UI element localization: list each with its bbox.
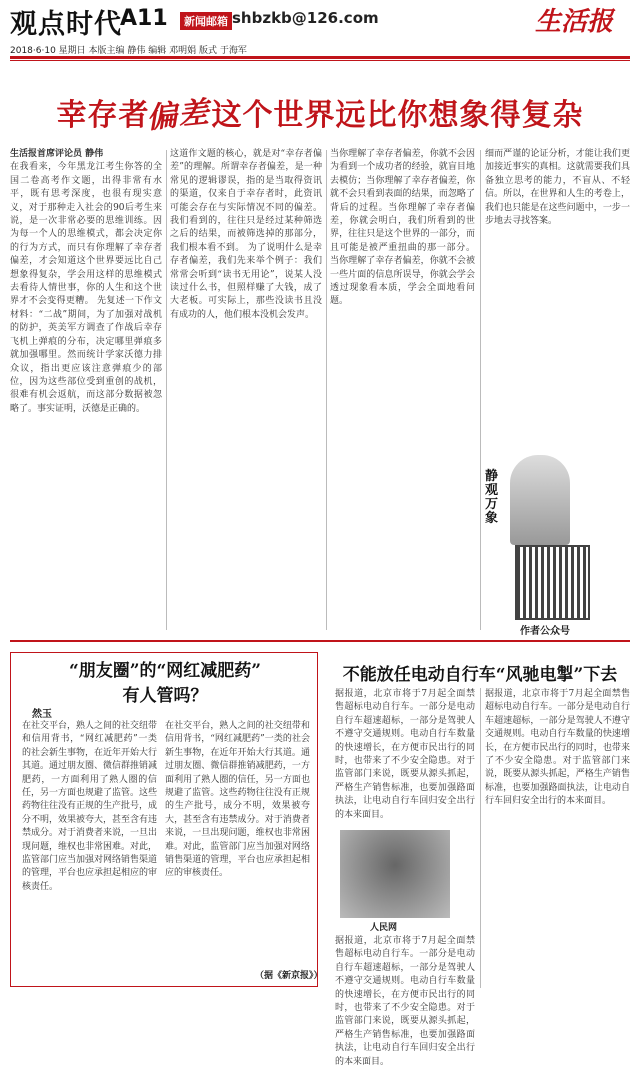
headline-warped-word: 偏差	[145, 94, 215, 137]
masthead-rule-thin	[10, 60, 630, 61]
section-divider	[10, 640, 630, 642]
headline-part-b: 这个世界远比你想象得复杂	[211, 98, 584, 133]
qr-caption: 作者公众号	[520, 626, 570, 637]
section-title: 观点时代	[10, 9, 122, 40]
article-column-2	[170, 148, 322, 633]
right-article-text-col2: 据报道，北京市将于7月起全面禁售超标电动自行车。一部分是电动自行车超速超标，一部分是驾驶人不遵守交通规则。电动自行车数量的快速增长，在方便市民出行的同时，也带来了不少安全隐患。对于监管部门来说，既要从源头抓起，严格生产销售标准，也要加强路面执法，让电动自行车回归安全出行的本来面目。	[485, 689, 630, 807]
article-illustration	[340, 830, 450, 918]
left-article-text-col2: 在社交平台，熟人之间的社交纽带和信用背书，“网红减肥药”一类的社会新生事物，在近年开始大行其道。通过朋友圈、微信群推销减肥药，一方面利用了熟人圈的信任，另一方面也规避了监管。这些药物往往没有正规的生产批号，成分不明，效果被夸大，甚至含有违禁成分。对于消费者来说，一旦出现问题，维权也非常困难。对此，监管部门应当加强对网络销售渠道的管理，平台也应承担起相应的审核责任。	[165, 721, 310, 879]
masthead-rule	[10, 56, 630, 59]
author-photo	[510, 455, 570, 545]
article-column-3	[330, 148, 475, 633]
byline: 生活报首席评论员 静伟	[10, 149, 104, 159]
left-article-text-col1: 在社交平台，熟人之间的社交纽带和信用背书，“网红减肥药”一类的社会新生事物，在近年开始大行其道。通过朋友圈、微信群推销减肥药，一方面利用了熟人圈的信任，另一方面也规避了监管。这些药物往往没有正规的生产批号，成分不明，效果被夸大，甚至含有违禁成分。对于消费者来说，一旦出现问题，维权也非常困难。对此，监管部门应当加强对网络销售渠道的管理，平台也应承担起相应的审核责任。	[22, 721, 158, 892]
article-column-1	[10, 148, 162, 633]
column-text-3: 当你理解了幸存者偏差，你就不会因为看到一个成功者的经验，就盲目地去模仿；当你理解了幸存者偏差，你就不会只看到表面的结果，而忽略了背后的过程。当你理解了幸存者偏差，你就会明白，我们所看到的世界，往往只是这个世界的一部分，而且可能是被严重扭曲的那一部分。 当你理解了幸存者偏差，你就不会被一些片面的信息所误导，你就会学会透过现象看本质，学会全面地看问题。	[330, 149, 475, 307]
headline-part-a: 幸存者	[56, 98, 150, 133]
dateline: 2018·6·10 星期日 本版主编 静伟 编辑 邓明娟 版式 于海军	[10, 46, 247, 56]
column-divider	[480, 688, 481, 988]
left-article-title: “朋友圈”的“网红减肥药” 有人管吗？	[68, 661, 262, 706]
right-article-text-col1: 据报道，北京市将于7月起全面禁售超标电动自行车。一部分是电动自行车超速超标，一部分是驾驶人不遵守交通规则。电动自行车数量的快速增长，在方便市民出行的同时，也带来了不少安全隐患。对于监管部门来说，既要从源头抓起，严格生产销售标准，也要加强路面执法，让电动自行车回归安全出行的本来面目。	[335, 689, 475, 820]
left-article-source: （据《新京报》）	[255, 971, 323, 981]
newspaper-logo: 生活报	[535, 7, 614, 37]
column-name-vertical: 静 观 万 象	[485, 469, 499, 526]
qr-code-image[interactable]	[515, 545, 590, 620]
main-headline	[20, 90, 620, 137]
email-tag: 新闻邮箱	[180, 12, 232, 30]
column-divider	[326, 150, 327, 630]
column-text-2: 这道作文题的核心，就是对“幸存者偏差”的理解。所谓幸存者偏差，是一种常见的逻辑谬误，指的是当取得资讯的渠道，仅来自于幸存者时，此资讯可能会存在与实际情况不同的偏差。我们看到的，往往只是经过某种筛选之后的结果，而被筛选掉的那部分，我们根本看不到。 为了说明什么是幸存者偏差，我们先来举个例子：我们常常会听到“读书无用论”，说某人没读过什么书，但照样赚了大钱，成了大老板。可实际上，那些没读书且没有成功的人，他们根本没机会发声。	[170, 149, 322, 320]
right-article-title: 不能放任电动自行车“风驰电掣”下去	[342, 665, 618, 685]
column-text-1: 在我看来，今年黑龙江考生你答的全国二卷高考作文题，出得非常有水平，既有思考深度，也很有现实意义，对于那种走入社会的90后考生来说，是一次非常必要的思维训练。因为每一个人的思维模式，都会决定你的行为方式，而只有你理解了幸存者偏差，才会知道这个世界要远比自己想象得复杂，学会用这样的思维模式去看待人情世事，你的人生和这个世界才不会变得更糟。 先复述一下作文材料：“二战”期间，为了加强对战机的防护，英美军方调查了作战后幸存飞机上弹痕的分布，决定哪里弹痕多就加强哪里。然而统计学家沃德力排众议，指出更应该注意弹痕少的部位，因为这些部位受到重创的战机，很难有机会返航，而这部分数据被忽略了。事实证明，沃德是正确的。	[10, 162, 162, 414]
email-address[interactable]: shbzkb@126.com	[232, 9, 379, 27]
column-text-4: 细而严谨的论证分析，才能让我们更加接近事实的真相。这就需要我们具备独立思考的能力，不盲从、不轻信。所以，在世界和人生的考卷上，我们也只能是在这些问题中，一步一步地去寻找答案。	[485, 149, 630, 227]
left-article-author: 然玉	[32, 709, 52, 720]
column-divider	[166, 150, 167, 630]
page-number: A11	[120, 6, 168, 31]
illustration-caption: 人民网	[370, 923, 398, 933]
column-divider	[480, 150, 481, 630]
right-article-text-col3: 据报道，北京市将于7月起全面禁售超标电动自行车。一部分是电动自行车超速超标，一部分是驾驶人不遵守交通规则。电动自行车数量的快速增长，在方便市民出行的同时，也带来了不少安全隐患。对于监管部门来说，既要从源头抓起，严格生产销售标准，也要加强路面执法，让电动自行车回归安全出行的本来面目。	[335, 936, 475, 1067]
article-column-4	[485, 148, 630, 448]
